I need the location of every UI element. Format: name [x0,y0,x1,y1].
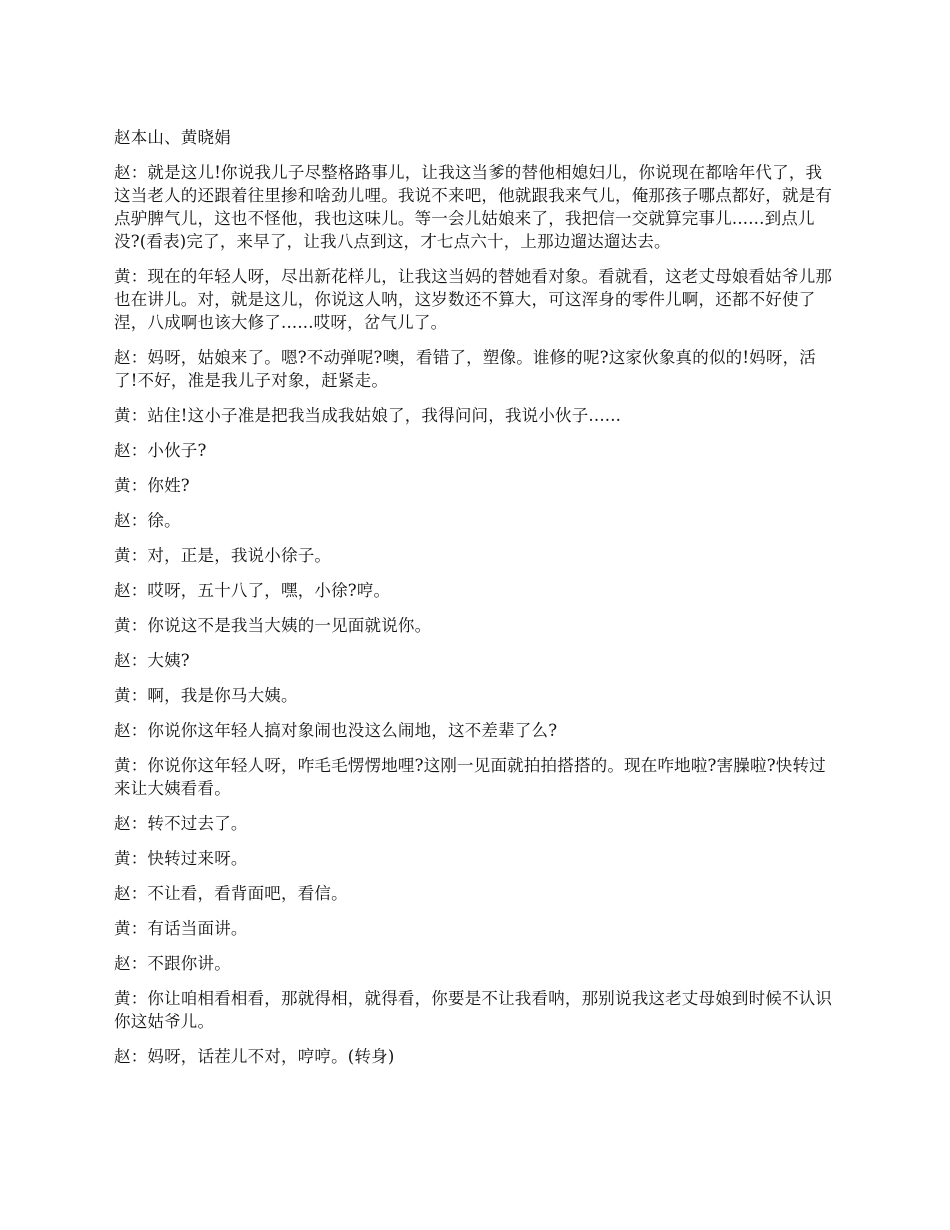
dialogue-line: 黄：你让咱相看相看，那就得相，就得看，你要是不让我看呐，那别说我这老丈母娘到时候不认识你这姑爷儿。 [114,989,833,1031]
dialogue-line: 黄：啊，我是你马大姨。 [114,686,298,705]
document-body [114,126,836,1080]
dialogue-line: 赵：徐。 [114,511,181,530]
dialogue-line: 赵：不让看，看背面吧，看信。 [114,884,348,903]
dialogue-line: 赵：你说你这年轻人搞对象闹也没这么闹地，这不差辈了么? [114,721,558,740]
dialogue-line: 黄：快转过来呀。 [114,849,248,868]
dialogue-line: 黄：现在的年轻人呀，尽出新花样儿，让我这当妈的替她看对象。看就看，这老丈母娘看姑爷儿那也在讲儿。对，就是这儿，你说这人呐，这岁数还不算大，可这浑身的零件儿啊，还都不好使了涅，八成啊也该大修了......哎呀，岔气儿了。 [114,267,833,332]
dialogue-line: 黄：你说你这年轻人呀，咋毛毛愣愣地哩?这刚一见面就拍拍搭搭的。现在咋地啦?害臊啦?快转过来让大姨看看。 [114,756,826,798]
dialogue-line: 赵：小伙子? [114,441,207,460]
dialogue-line: 黄：对，正是，我说小徐子。 [114,546,332,565]
dialogue-line: 黄：你姓? [114,476,190,495]
dialogue-line: 赵：就是这儿!你说我儿子尽整格路事儿，让我这当爹的替他相媳妇儿，你说现在都啥年代了，我这当老人的还跟着往里掺和啥劲儿哩。我说不来吧，他就跟我来气儿，俺那孩子哪点都好，就是有点驴脾气儿，这也不怪他，我也这味儿。等一会儿姑娘来了，我把信一交就算完事儿......到点儿没?(看表)完了，来早了，让我八点到这，才七点六十，上那边遛达遛达去。 [114,163,833,251]
dialogue-line: 黄：你说这不是我当大姨的一见面就说你。 [114,616,432,635]
dialogue-line: 赵：转不过去了。 [114,814,248,833]
dialogue-line: 赵：妈呀，话茬儿不对，哼哼。(转身) [114,1047,395,1066]
document-title: 赵本山、黄晓娟 [114,128,231,147]
dialogue-line: 赵：不跟你讲。 [114,954,231,973]
dialogue-line: 赵：哎呀，五十八了，嘿，小徐?哼。 [114,581,391,600]
dialogue-line: 赵：大姨? [114,651,190,670]
dialogue-line: 黄：站住!这小子准是把我当成我姑娘了，我得问问，我说小伙子...... [114,406,622,425]
dialogue-line: 赵：妈呀，姑娘来了。嗯?不动弹呢?噢，看错了，塑像。谁修的呢?这家伙象真的似的!妈呀，活了!不好，准是我儿子对象，赶紧走。 [114,348,816,390]
dialogue-line: 黄：有话当面讲。 [114,919,248,938]
